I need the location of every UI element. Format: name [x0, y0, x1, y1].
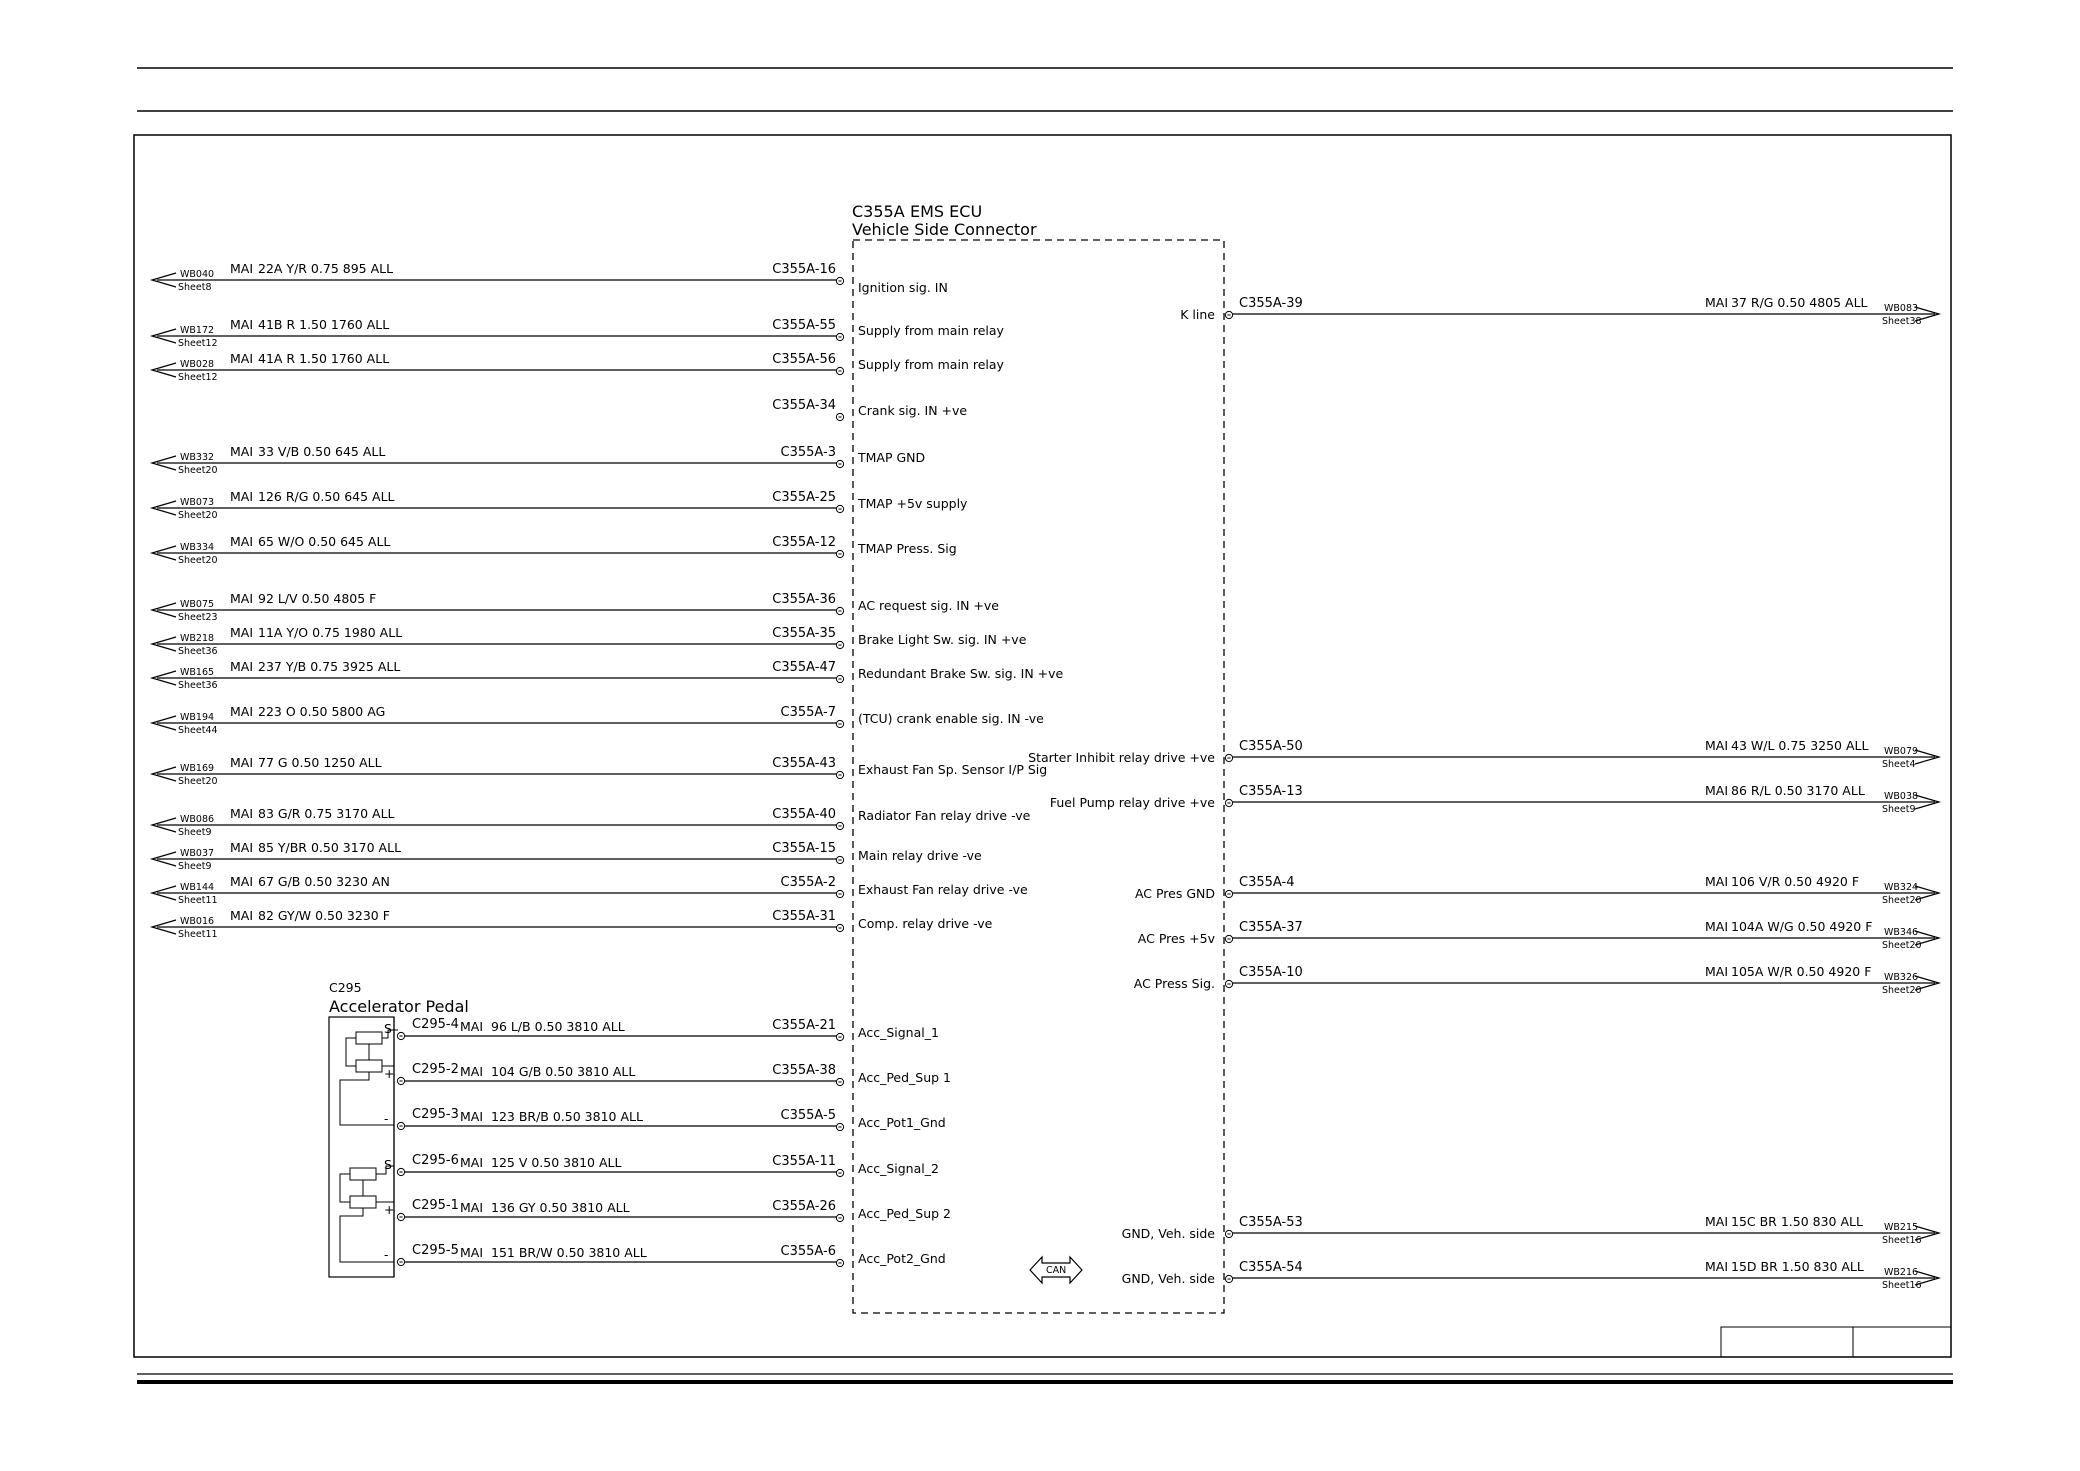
- ecu-title: EMS ECU: [910, 202, 983, 221]
- can-bus-symbol: [1030, 1257, 1082, 1283]
- left-circuit-row: [152, 704, 1044, 736]
- left-circuit-row: [152, 444, 925, 476]
- ecu-pin-label: C355A-39: [1239, 296, 1303, 311]
- left-circuit-row: [152, 659, 1064, 691]
- pin-terminal: [397, 1213, 404, 1220]
- left-circuit-row: [152, 591, 999, 623]
- ecu-pin-label: C355A-11: [772, 1154, 836, 1169]
- harness-code: MAI: [230, 806, 254, 821]
- ecu-signal-name: AC Pres +5v: [1137, 931, 1215, 946]
- pin-terminal: [1225, 799, 1232, 806]
- harness-code: MAI: [460, 1245, 484, 1260]
- pedal-circuit-row: [397, 1062, 951, 1086]
- harness-code: MAI: [230, 840, 254, 855]
- pin-terminal: [836, 367, 843, 374]
- ecu-pin-label: C355A-15: [772, 841, 836, 856]
- left-circuit-row: [152, 534, 957, 566]
- pin-terminal: [1225, 1275, 1232, 1282]
- wire-spec: 83 G/R 0.75 3170 ALL: [258, 806, 395, 821]
- wire-spec: 43 W/L 0.75 3250 ALL: [1731, 738, 1869, 753]
- harness-code: MAI: [1705, 964, 1729, 979]
- wb-reference: WB165: [180, 667, 215, 678]
- wb-reference: WB079: [1884, 746, 1919, 757]
- pedal-pin-label: C295-4: [412, 1017, 459, 1032]
- left-circuit-row: [152, 317, 1005, 349]
- pin-terminal: [1225, 980, 1232, 987]
- sheet-reference: Sheet20: [178, 555, 218, 566]
- harness-code: MAI: [460, 1200, 484, 1215]
- pedal-circuit-row: [397, 1198, 951, 1222]
- pin-terminal: [836, 856, 843, 863]
- harness-code: MAI: [230, 591, 254, 606]
- ecu-pin-label: C355A-4: [1239, 875, 1295, 890]
- diagram-border: [134, 135, 1951, 1357]
- right-circuit-row: [1050, 783, 1939, 815]
- ecu-signal-name: AC Press Sig.: [1133, 976, 1215, 991]
- ecu-signal-name: Comp. relay drive -ve: [858, 916, 993, 931]
- pin-terminal: [397, 1122, 404, 1129]
- ecu-pin-label: C355A-12: [772, 535, 836, 550]
- harness-code: MAI: [460, 1019, 484, 1034]
- wire-spec: 96 L/B 0.50 3810 ALL: [491, 1019, 625, 1034]
- sheet-reference: Sheet12: [178, 372, 218, 383]
- pedal-terminal-marker: +: [384, 1202, 395, 1217]
- ecu-pin-label: C355A-36: [772, 592, 836, 607]
- harness-code: MAI: [230, 489, 254, 504]
- wire-spec: 106 V/R 0.50 4920 F: [1731, 874, 1860, 889]
- pin-terminal: [836, 1169, 843, 1176]
- pedal-terminal-marker: S: [384, 1021, 392, 1036]
- pin-terminal: [836, 1123, 843, 1130]
- pin-terminal: [836, 607, 843, 614]
- left-circuit-row: [152, 261, 948, 295]
- wb-reference: WB334: [180, 542, 215, 553]
- harness-code: MAI: [230, 704, 254, 719]
- ecu-signal-name: AC request sig. IN +ve: [858, 598, 999, 613]
- sheet-reference: Sheet16: [1882, 1235, 1922, 1246]
- wire-spec: 11A Y/O 0.75 1980 ALL: [258, 625, 403, 640]
- wire-spec: 123 BR/B 0.50 3810 ALL: [491, 1109, 643, 1124]
- left-circuit-row: [152, 874, 1028, 906]
- ecu-signal-name: Acc_Ped_Sup 1: [858, 1070, 952, 1085]
- harness-code: MAI: [460, 1064, 484, 1079]
- wire-spec: 126 R/G 0.50 645 ALL: [258, 489, 395, 504]
- sheet-reference: Sheet36: [178, 680, 218, 691]
- pedal-outline: [329, 1017, 394, 1277]
- wire-spec: 22A Y/R 0.75 895 ALL: [258, 261, 394, 276]
- pin-terminal: [836, 1259, 843, 1266]
- wire-spec: 82 GY/W 0.50 3230 F: [258, 908, 390, 923]
- pin-terminal: [836, 550, 843, 557]
- pin-terminal: [836, 822, 843, 829]
- ecu-signal-name: TMAP Press. Sig: [858, 541, 957, 556]
- ecu-signal-name: Supply from main relay: [858, 357, 1004, 372]
- wire-spec: 104A W/G 0.50 4920 F: [1731, 919, 1873, 934]
- harness-code: MAI: [230, 659, 254, 674]
- wire-spec: 77 G 0.50 1250 ALL: [258, 755, 382, 770]
- wb-reference: WB215: [1884, 1222, 1919, 1233]
- pedal-name: C295: [329, 980, 362, 995]
- pedal-circuits: [397, 1017, 951, 1267]
- pin-terminal: [836, 924, 843, 931]
- left-circuit-row: [152, 625, 1027, 657]
- pedal-pin-label: C295-1: [412, 1198, 459, 1213]
- ecu-signal-name: Acc_Signal_1: [858, 1025, 939, 1040]
- ecu-name: C355A: [852, 202, 905, 221]
- sheet-reference: Sheet8: [178, 282, 212, 293]
- wire-spec: 125 V 0.50 3810 ALL: [491, 1155, 622, 1170]
- right-circuit-row: [1180, 295, 1939, 327]
- wire-spec: 223 O 0.50 5800 AG: [258, 704, 386, 719]
- harness-code: MAI: [230, 625, 254, 640]
- pin-terminal: [836, 641, 843, 648]
- pedal-circuit-row: [397, 1017, 939, 1041]
- ecu-pin-label: C355A-37: [1239, 920, 1303, 935]
- wire-spec: 15D BR 1.50 830 ALL: [1731, 1259, 1864, 1274]
- sheet-reference: Sheet44: [178, 725, 218, 736]
- sheet-reference: Sheet36: [178, 646, 218, 657]
- ecu-pin-label: C355A-53: [1239, 1215, 1303, 1230]
- ecu-pin-label: C355A-40: [772, 807, 836, 822]
- ecu-pin-label: C355A-34: [772, 398, 836, 413]
- ecu-signal-name: AC Pres GND: [1134, 886, 1215, 901]
- left-circuit-row: [152, 351, 1005, 383]
- harness-code: MAI: [460, 1109, 484, 1124]
- ecu-pin-label: C355A-21: [772, 1018, 836, 1033]
- sheet-reference: Sheet9: [178, 861, 212, 872]
- harness-code: MAI: [230, 351, 254, 366]
- sheet-reference: Sheet20: [178, 465, 218, 476]
- pedal-pin-label: C295-2: [412, 1062, 459, 1077]
- pin-terminal: [1225, 311, 1232, 318]
- wb-reference: WB216: [1884, 1267, 1919, 1278]
- ecu-pin-label: C355A-2: [780, 875, 836, 890]
- wb-reference: WB040: [180, 269, 215, 280]
- ecu-pin-label: C355A-10: [1239, 965, 1303, 980]
- harness-code: MAI: [230, 261, 254, 276]
- ecu-signal-name: GND, Veh. side: [1121, 1226, 1215, 1241]
- sheet-reference: Sheet20: [1882, 895, 1922, 906]
- right-circuit-row: [1122, 1214, 1939, 1246]
- ecu-subtitle: Vehicle Side Connector: [852, 220, 1037, 239]
- sheet-reference: Sheet20: [178, 510, 218, 521]
- ecu-pin-label: C355A-25: [772, 490, 836, 505]
- ecu-pin-label: C355A-13: [1239, 784, 1303, 799]
- wb-reference: WB324: [1884, 882, 1919, 893]
- ecu-signal-name: K line: [1180, 307, 1215, 322]
- pedal-terminal-marker: -: [384, 1111, 389, 1126]
- wire-spec: 105A W/R 0.50 4920 F: [1731, 964, 1872, 979]
- ecu-pin-label: C355A-5: [780, 1108, 836, 1123]
- wire-spec: 15C BR 1.50 830 ALL: [1731, 1214, 1863, 1229]
- left-circuit-row: [152, 755, 1047, 787]
- wb-reference: WB086: [180, 814, 215, 825]
- ecu-pin-label: C355A-50: [1239, 739, 1303, 754]
- ecu-signal-name: Exhaust Fan Sp. Sensor I/P Sig: [858, 762, 1048, 777]
- ecu-signal-name: Redundant Brake Sw. sig. IN +ve: [858, 666, 1064, 681]
- left-circuit-row: [772, 398, 967, 421]
- left-circuit-row: [152, 806, 1031, 838]
- harness-code: MAI: [1705, 783, 1729, 798]
- sheet-reference: Sheet11: [178, 929, 218, 940]
- wire-spec: 237 Y/B 0.75 3925 ALL: [258, 659, 401, 674]
- ecu-signal-name: Acc_Pot2_Gnd: [858, 1251, 946, 1266]
- right-circuit-row: [1138, 919, 1939, 951]
- pin-terminal: [836, 460, 843, 467]
- ecu-signal-name: Acc_Ped_Sup 2: [858, 1206, 952, 1221]
- sheet-reference: Sheet12: [178, 338, 218, 349]
- pin-terminal: [397, 1258, 404, 1265]
- wb-reference: WB194: [180, 712, 215, 723]
- right-circuit-row: [1135, 874, 1939, 906]
- ecu-signal-name: Acc_Pot1_Gnd: [858, 1115, 946, 1130]
- sheet-reference: Sheet11: [178, 895, 218, 906]
- pedal-pin-label: C295-5: [412, 1243, 459, 1258]
- pin-terminal: [836, 890, 843, 897]
- wire-spec: 67 G/B 0.50 3230 AN: [258, 874, 390, 889]
- harness-code: MAI: [1705, 295, 1729, 310]
- ecu-pin-label: C355A-38: [772, 1063, 836, 1078]
- ecu-signal-name: Starter Inhibit relay drive +ve: [1028, 750, 1215, 765]
- can-label: CAN: [1046, 1265, 1067, 1276]
- pin-terminal: [836, 333, 843, 340]
- ecu-signal-name: Ignition sig. IN: [858, 280, 948, 295]
- ecu-signal-name: Crank sig. IN +ve: [858, 403, 968, 418]
- wb-reference: WB038: [1884, 791, 1919, 802]
- wire-spec: 92 L/V 0.50 4805 F: [258, 591, 377, 606]
- left-circuit-row: [152, 489, 968, 521]
- wb-reference: WB028: [180, 359, 215, 370]
- ecu-pin-label: C355A-7: [780, 705, 836, 720]
- pin-terminal: [836, 720, 843, 727]
- ecu-signal-name: TMAP GND: [858, 450, 926, 465]
- ecu-pin-label: C355A-43: [772, 756, 836, 771]
- wb-reference: WB218: [180, 633, 215, 644]
- wire-spec: 37 R/G 0.50 4805 ALL: [1731, 295, 1868, 310]
- pin-terminal: [836, 771, 843, 778]
- wb-reference: WB346: [1884, 927, 1919, 938]
- pedal-title: Accelerator Pedal: [329, 997, 469, 1016]
- harness-code: MAI: [230, 317, 254, 332]
- ecu-signal-name: TMAP +5v supply: [858, 496, 968, 511]
- harness-code: MAI: [1705, 919, 1729, 934]
- pin-terminal: [836, 1078, 843, 1085]
- ecu-signal-name: Brake Light Sw. sig. IN +ve: [858, 632, 1027, 647]
- pedal-circuit-row: [397, 1107, 945, 1131]
- ecu-signal-name: Main relay drive -ve: [858, 848, 982, 863]
- ecu-signal-name: Acc_Signal_2: [858, 1161, 939, 1176]
- harness-code: MAI: [230, 874, 254, 889]
- right-circuit-row: [1028, 738, 1939, 770]
- ecu-pin-label: C355A-31: [772, 909, 836, 924]
- wb-reference: WB037: [180, 848, 215, 859]
- ecu-pin-label: C355A-16: [772, 262, 836, 277]
- ecu-pin-label: C355A-56: [772, 352, 836, 367]
- pedal-pin-label: C295-3: [412, 1107, 459, 1122]
- wire-spec: 85 Y/BR 0.50 3170 ALL: [258, 840, 402, 855]
- sheet-reference: Sheet20: [1882, 985, 1922, 996]
- ecu-pin-label: C355A-54: [1239, 1260, 1303, 1275]
- wb-reference: WB332: [180, 452, 215, 463]
- right-circuit-row: [1134, 964, 1939, 996]
- ecu-pin-label: C355A-3: [780, 445, 836, 460]
- harness-code: MAI: [230, 908, 254, 923]
- pin-terminal: [836, 675, 843, 682]
- sheet-reference: Sheet16: [1882, 1280, 1922, 1291]
- sheet-reference: Sheet4: [1882, 759, 1916, 770]
- wire-spec: 33 V/B 0.50 645 ALL: [258, 444, 386, 459]
- wire-spec: 65 W/O 0.50 645 ALL: [258, 534, 391, 549]
- right-circuit-row: [1122, 1259, 1939, 1291]
- sheet-reference: Sheet9: [1882, 804, 1916, 815]
- sheet-reference: Sheet20: [1882, 940, 1922, 951]
- pin-terminal: [1225, 890, 1232, 897]
- ecu-pin-label: C355A-47: [772, 660, 836, 675]
- wb-reference: WB326: [1884, 972, 1919, 983]
- harness-code: MAI: [230, 444, 254, 459]
- wire-spec: 151 BR/W 0.50 3810 ALL: [491, 1245, 647, 1260]
- wb-reference: WB016: [180, 916, 215, 927]
- pin-terminal: [836, 1033, 843, 1040]
- harness-code: MAI: [1705, 1259, 1729, 1274]
- wire-spec: 136 GY 0.50 3810 ALL: [491, 1200, 630, 1215]
- pedal-circuit-row: [397, 1243, 945, 1267]
- wire-spec: 86 R/L 0.50 3170 ALL: [1731, 783, 1865, 798]
- ecu-signal-name: (TCU) crank enable sig. IN -ve: [858, 711, 1044, 726]
- wb-reference: WB144: [180, 882, 215, 893]
- ecu-pin-label: C355A-55: [772, 318, 836, 333]
- harness-code: MAI: [460, 1155, 484, 1170]
- pedal-pin-label: C295-6: [412, 1153, 459, 1168]
- ecu-signal-name: Exhaust Fan relay drive -ve: [858, 882, 1028, 897]
- wire-spec: 104 G/B 0.50 3810 ALL: [491, 1064, 636, 1079]
- sheet-reference: Sheet23: [178, 612, 218, 623]
- pin-terminal: [1225, 754, 1232, 761]
- pin-terminal: [397, 1077, 404, 1084]
- ecu-signal-name: Fuel Pump relay drive +ve: [1049, 795, 1215, 810]
- ecu-signal-name: Supply from main relay: [858, 323, 1004, 338]
- pedal-terminal-marker: S: [384, 1157, 392, 1172]
- sheet-reference: Sheet9: [178, 827, 212, 838]
- pin-terminal: [836, 1214, 843, 1221]
- wb-reference: WB169: [180, 763, 215, 774]
- pedal-terminal-marker: -: [384, 1247, 389, 1262]
- pin-terminal: [836, 277, 843, 284]
- ecu-signal-name: GND, Veh. side: [1121, 1271, 1215, 1286]
- ecu-pin-label: C355A-6: [780, 1244, 836, 1259]
- right-circuits: [1028, 295, 1939, 1291]
- ecu-signal-name: Radiator Fan relay drive -ve: [858, 808, 1031, 823]
- left-circuit-row: [152, 908, 993, 940]
- left-circuits: [152, 261, 1064, 940]
- pin-terminal: [397, 1168, 404, 1175]
- pin-terminal: [1225, 935, 1232, 942]
- sheet-reference: Sheet20: [178, 776, 218, 787]
- wb-reference: WB073: [180, 497, 215, 508]
- harness-code: MAI: [230, 534, 254, 549]
- wire-spec: 41B R 1.50 1760 ALL: [258, 317, 390, 332]
- wb-reference: WB075: [180, 599, 215, 610]
- harness-code: MAI: [1705, 874, 1729, 889]
- ecu-pin-label: C355A-35: [772, 626, 836, 641]
- pedal-terminal-marker: +: [384, 1066, 395, 1081]
- title-block: [1721, 1327, 1951, 1357]
- pin-terminal: [836, 413, 843, 420]
- pin-terminal: [836, 505, 843, 512]
- harness-code: MAI: [1705, 738, 1729, 753]
- pin-terminal: [397, 1032, 404, 1039]
- wb-reference: WB172: [180, 325, 215, 336]
- harness-code: MAI: [230, 755, 254, 770]
- wb-reference: WB083: [1884, 303, 1919, 314]
- pedal-circuit-row: [397, 1153, 939, 1177]
- sheet-reference: Sheet38: [1882, 316, 1922, 327]
- left-circuit-row: [152, 840, 982, 872]
- harness-code: MAI: [1705, 1214, 1729, 1229]
- ecu-pin-label: C355A-26: [772, 1199, 836, 1214]
- wire-spec: 41A R 1.50 1760 ALL: [258, 351, 390, 366]
- pin-terminal: [1225, 1230, 1232, 1237]
